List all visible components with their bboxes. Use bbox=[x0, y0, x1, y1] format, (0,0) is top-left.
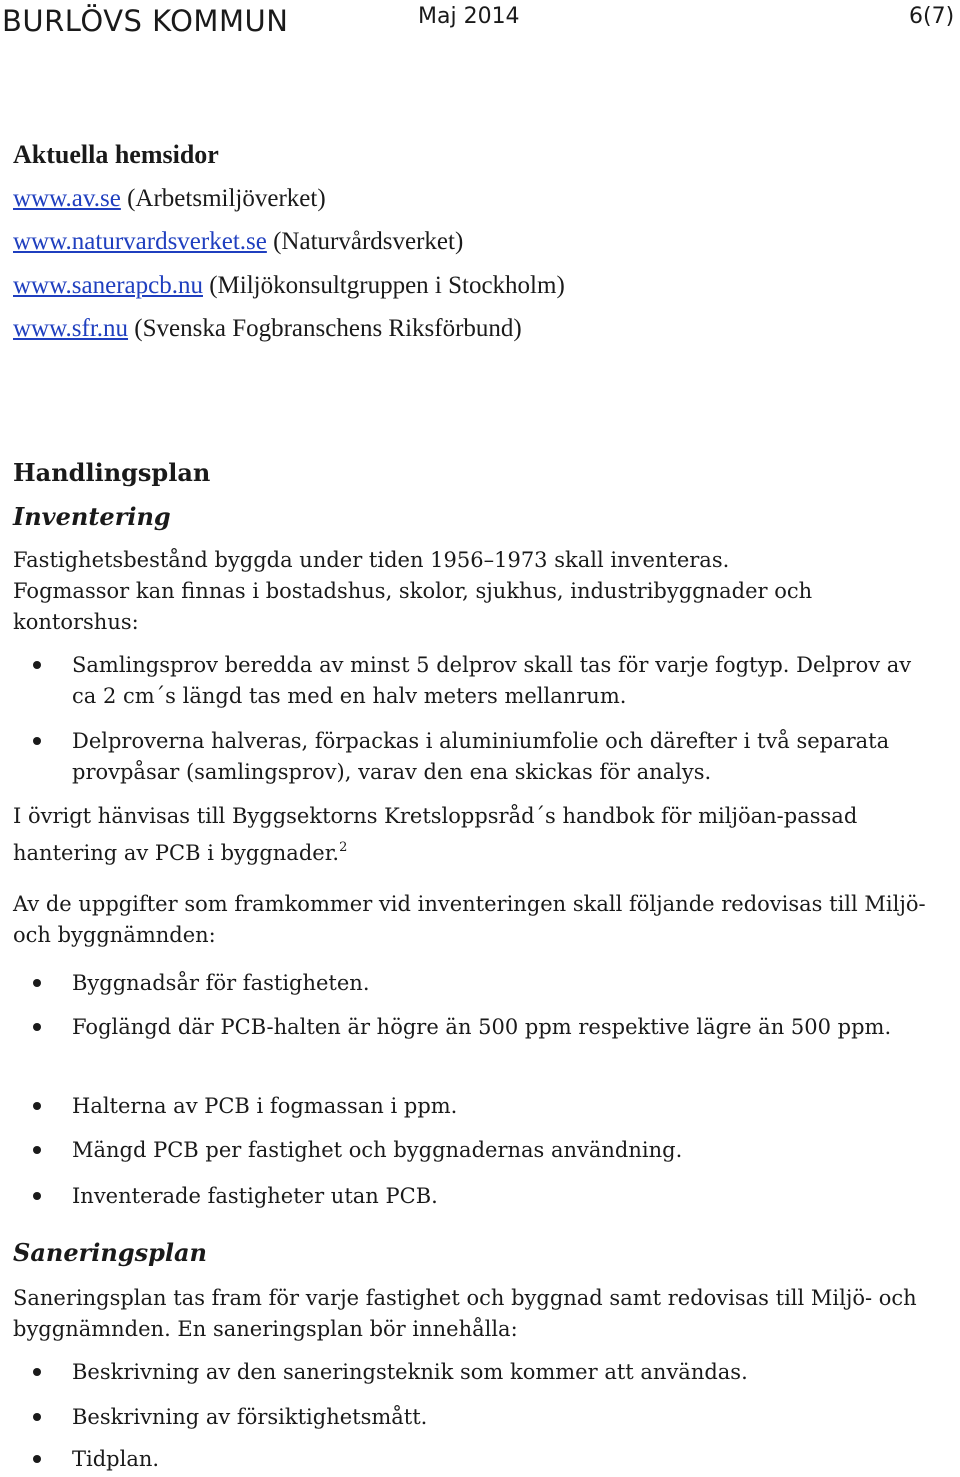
bullet-icon bbox=[33, 1192, 41, 1200]
reference-paragraph bbox=[13, 801, 933, 869]
sampling-list-item: Samlingsprov beredda av minst 5 delprov skall tas för varje fogtyp. Delprov av ca 2 cm´s längd tas med en halv meters mellanrum. bbox=[72, 653, 912, 708]
bullet-icon bbox=[33, 661, 41, 669]
action-plan-heading: Handlingsplan bbox=[13, 458, 211, 487]
bullet-icon bbox=[33, 737, 41, 745]
website-item bbox=[13, 185, 326, 213]
website-item bbox=[13, 315, 522, 343]
website-link[interactable]: www.av.se bbox=[13, 185, 121, 212]
reference-text: I övrigt hänvisas till Byggsektorns Kretsloppsråd´s handbok för miljöan-passad hantering av PCB i byggnader. bbox=[13, 804, 858, 865]
footnote-marker: 2 bbox=[339, 840, 348, 855]
bullet-icon bbox=[33, 1023, 41, 1031]
website-item bbox=[13, 272, 565, 300]
remediation-list-item: Beskrivning av den saneringsteknik som kommer att användas. bbox=[72, 1360, 748, 1384]
report-list-item: Inventerade fastigheter utan PCB. bbox=[72, 1184, 438, 1208]
website-link[interactable]: www.sanerapcb.nu bbox=[13, 272, 203, 299]
report-list-item: Halterna av PCB i fogmassan i ppm. bbox=[72, 1094, 458, 1118]
remediation-intro-paragraph: Saneringsplan tas fram för varje fastighet och byggnad samt redovisas till Miljö- och byggnämnden. En saneringsplan bör innehålla: bbox=[13, 1286, 917, 1341]
bullet-icon bbox=[33, 1455, 41, 1463]
website-description: (Arbetsmiljöverket) bbox=[127, 185, 326, 212]
organization-name: BURLÖVS KOMMUN bbox=[2, 4, 289, 38]
report-intro-paragraph: Av de uppgifter som framkommer vid inventeringen skall följande redovisas till Miljö- och byggnämnden: bbox=[13, 892, 926, 947]
website-link[interactable]: www.sfr.nu bbox=[13, 315, 129, 342]
sampling-list-item: Delproverna halveras, förpackas i aluminiumfolie och därefter i två separata provpåsar (samlingsprov), varav den ena skickas för analys. bbox=[72, 729, 890, 784]
websites-heading: Aktuella hemsidor bbox=[13, 140, 219, 169]
website-item bbox=[13, 228, 463, 256]
bullet-icon bbox=[33, 1146, 41, 1154]
report-list-item: Mängd PCB per fastighet och byggnadernas användning. bbox=[72, 1138, 683, 1162]
website-description: (Miljökonsultgruppen i Stockholm) bbox=[209, 272, 565, 299]
website-description: (Svenska Fogbranschens Riksförbund) bbox=[134, 315, 522, 342]
bullet-icon bbox=[33, 1102, 41, 1110]
remediation-heading: Saneringsplan bbox=[13, 1238, 208, 1267]
inventory-heading: Inventering bbox=[13, 502, 171, 531]
bullet-icon bbox=[33, 1413, 41, 1421]
report-list-item: Foglängd där PCB-halten är högre än 500 ppm respektive lägre än 500 ppm. bbox=[72, 1015, 892, 1039]
remediation-list-item: Beskrivning av försiktighetsmått. bbox=[72, 1405, 428, 1429]
page-number: 6(7) bbox=[909, 4, 955, 29]
bullet-icon bbox=[33, 1368, 41, 1376]
inventory-intro-paragraph: Fogmassor kan finnas i bostadshus, skolor, sjukhus, industribyggnader och kontorshus: bbox=[13, 579, 813, 634]
inventory-intro-line: Fastighetsbestånd byggda under tiden 1956–1973 skall inventeras. bbox=[13, 548, 730, 572]
report-list-item: Byggnadsår för fastigheten. bbox=[72, 971, 370, 995]
website-description: (Naturvårdsverket) bbox=[273, 228, 464, 255]
bullet-icon bbox=[33, 979, 41, 987]
remediation-list-item: Tidplan. bbox=[72, 1447, 160, 1471]
document-date: Maj 2014 bbox=[418, 4, 520, 29]
website-link[interactable]: www.naturvardsverket.se bbox=[13, 228, 267, 255]
